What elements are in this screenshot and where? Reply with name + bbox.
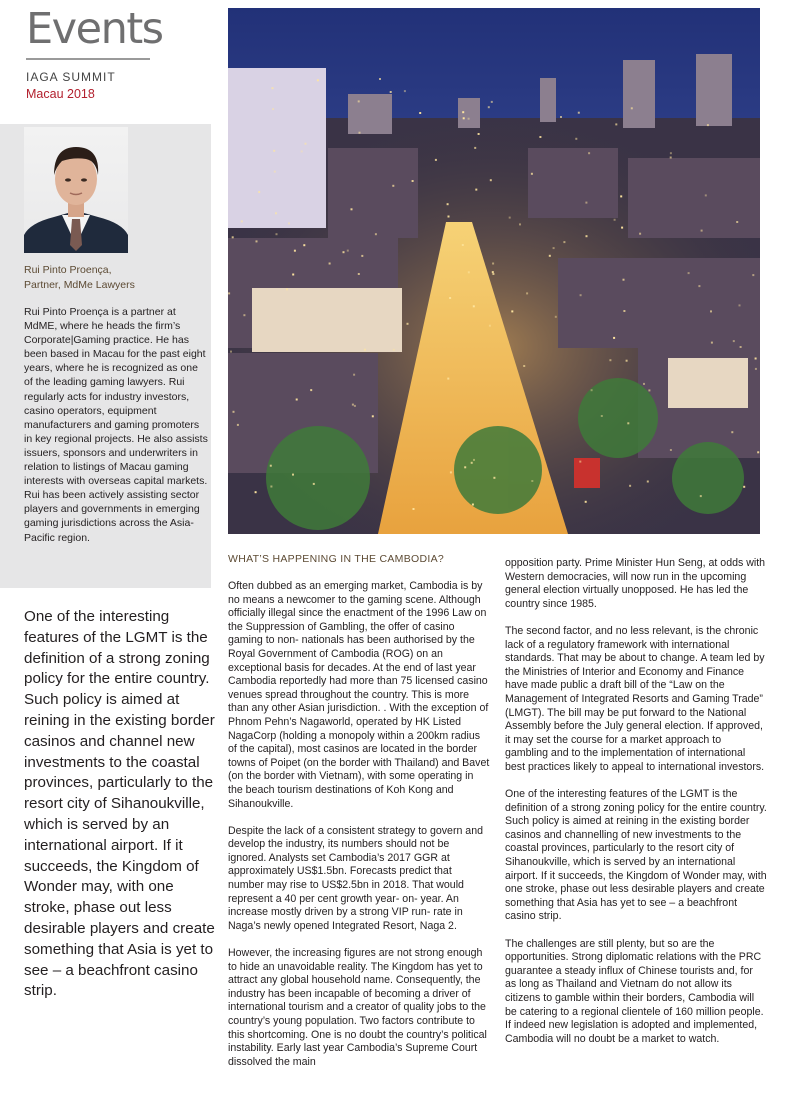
article-column-2	[505, 557, 767, 1060]
section-title: Events	[26, 4, 163, 54]
event-edition: Macau 2018	[26, 87, 95, 101]
article-paragraph: One of the interesting features of the LGMT is the definition of a strong zoning policy for the entire country. Such policy is aimed at reining in the existing border casinos and channelling of new investments to the coastal provinces, particularly to the resort city of Sihanoukville, which is served by an international airport. If it succeeds, the Kingdom of Wonder may, with one stroke, phase out less desirable players and create something that Asia has yet to see – a beachfront casino strip.	[505, 788, 767, 923]
pull-quote: One of the interesting features of the LGMT is the definition of a strong zoning policy for the entire country. Such policy is aimed at reining in the existing border casinos and channel new investments to the coastal provinces, particularly to the resort city of Sihanoukville, which is served by an international airport. If it succeeds, the Kingdom of Wonder may, with one stroke, phase out less desirable players and create something that Asia is yet to see – a beachfront casino strip.	[24, 608, 215, 1000]
author-role: Partner, MdMe Lawyers	[24, 279, 135, 291]
article-paragraph: The challenges are still plenty, but so are the opportunities. Strong diplomatic relations with the PRC guarantee a steady influx of Chinese tourists and, for as long as Thailand and Vietnam do not allow its citizens to gamble within their borders, Cambodia will be catering to a regional clientele of 160 million people. If indeed new legislation is adopted and implemented, Cambodia will no doubt be a market to watch.	[505, 937, 764, 1045]
author-portrait	[24, 127, 128, 253]
article-paragraph: However, the increasing figures are not strong enough to hide an unavoidable reality. The Kingdom has yet to attract any global household name. Consequently, the industry has been incapable of becoming a driver of international tourism and a creator of quality jobs to the country’s young population. Two factors contribute to this shortcoming. One is no doubt the country’s political instability. Early last year Cambodia’s Supreme Court dissolved the main	[228, 947, 487, 1068]
event-name: IAGA SUMMIT	[26, 70, 116, 84]
article-paragraph: opposition party. Prime Minister Hun Seng, at odds with Western democracies, will now run in the upcoming general election virtually unopposed. He has led the country since 1985.	[505, 557, 766, 610]
article-paragraph: Often dubbed as an emerging market, Cambodia is by no means a newcomer to the gaming scene. Although officially illegal since the enactment of the 1996 Law on the Suppression of Gambling, the offer of casino gaming to non- nationals has been authorised by the Royal Government of Cambodia (ROG) on an exceptional basis for decades. At the end of last year Cambodia reportedly had more than 75 licensed casino venues spread throughout the country. This is more than any other Asian jurisdiction. . With the exception of Phnom Pehn’s Nagaworld, operated by HK Listed NagaCorp (holding a monopoly within a 200km radius of the capital), most casinos are located in the border towns of Poipet (on the border with Thailand) and Bavet (on the border with Vietnam), with some operating in the beach tourism destinations of Koh Kong and Sihanoukville.	[228, 580, 490, 810]
author-sidebar	[0, 124, 211, 588]
author-bio: Rui Pinto Proença is a partner at MdME, where he heads the firm’s Corporate|Gaming practice. He has been based in Macau for the past eight years, where he is recognized as one of the leading gaming lawyers. Rui regularly acts for industry investors, casino operators, equipment manufacturers and gaming promoters in key regional projects. He also assists issuers, sponsors and underwriters in relation to listings of Macau gaming interests with overseas capital markets. Rui has been actively assisting sector players and governments in emerging gaming jurisdictions across the Asia- Pacific region.	[24, 306, 208, 544]
article-heading: WHAT’S HAPPENING IN THE CAMBODIA?	[228, 553, 445, 565]
title-underline	[26, 58, 150, 60]
article-column-1	[228, 580, 490, 1083]
city-night-photo	[228, 8, 760, 534]
article-paragraph: The second factor, and no less relevant, is the chronic lack of a regulatory framework with international standards. That may be about to change. A team led by the Ministries of Interior and Economy and Finance have made public a draft bill of the “Law on the Management of Integrated Resorts and Gaming Trade” (LMGT). The bill may be put forward to the National Assembly before the July general election. If approved, it may set the course for a market approach to gambling and to the implementation of international best practices likely to appeal to international investors.	[505, 624, 765, 773]
author-name-line: Rui Pinto Proença,	[24, 264, 112, 276]
article-paragraph: Despite the lack of a consistent strategy to govern and develop the industry, its numbers should not be ignored. Analysts set Cambodia’s 2017 GGR at approximately US$1.5bn. Forecasts predict that number may rise to US$2.5bn in 2018. That would represent a 40 per cent growth year- on- year. An increase mostly driven by a strong VIP run- rate in Naga’s newly opened Integrated Resort, Naga 2.	[228, 824, 483, 932]
author-name	[24, 263, 135, 293]
